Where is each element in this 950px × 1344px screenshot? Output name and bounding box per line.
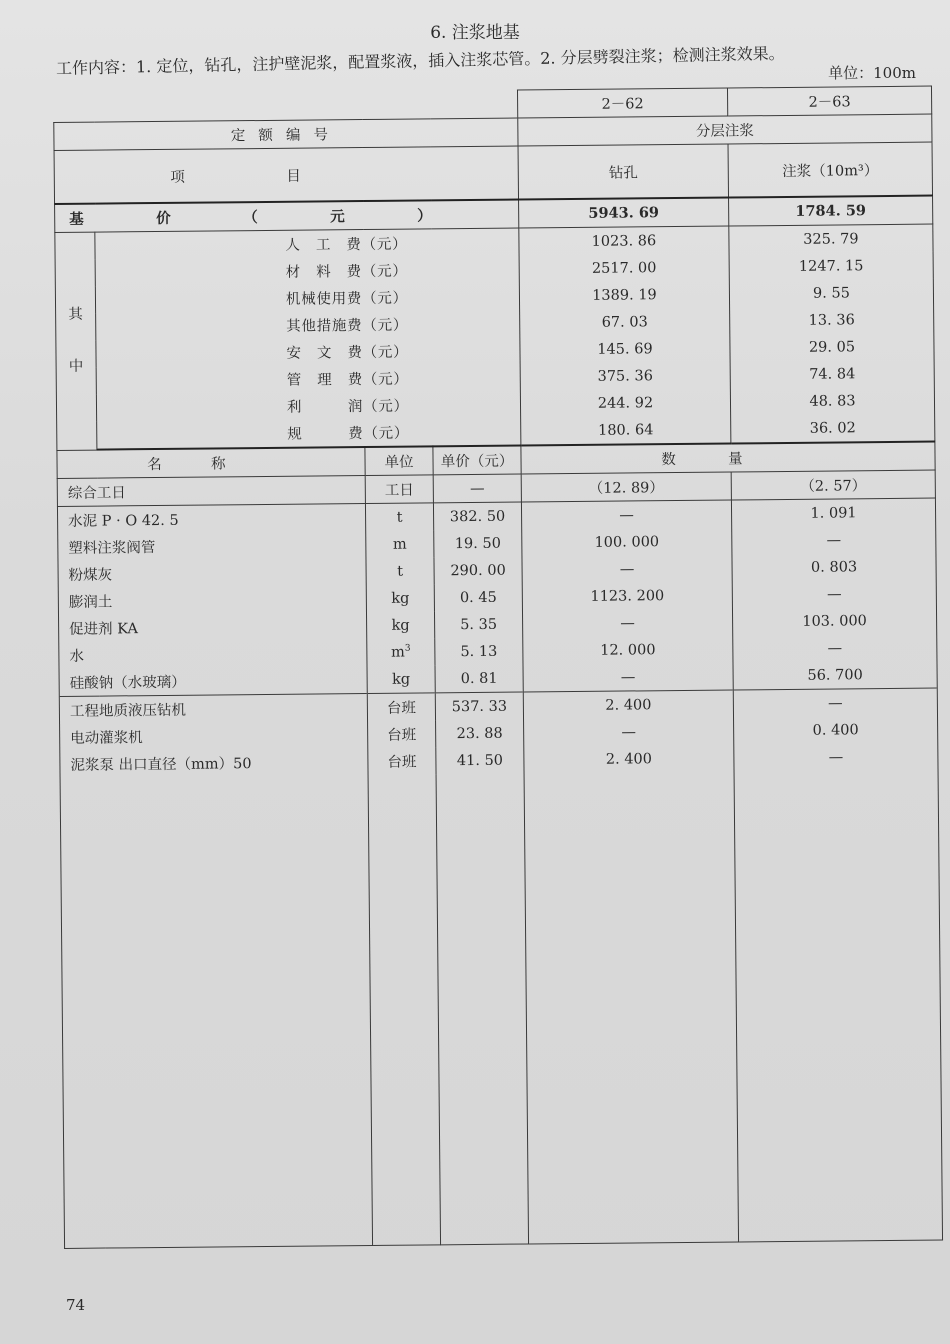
quantity-header: 数量 — [521, 442, 935, 474]
cost-value: 375. 36 — [520, 362, 730, 391]
resource-qty: — — [522, 609, 732, 638]
quota-table-wrapper — [53, 86, 943, 1312]
blank-cell — [368, 774, 441, 1245]
resource-unit: m — [366, 530, 434, 558]
resource-unit: kg — [366, 611, 434, 639]
resource-price: 5. 13 — [435, 638, 523, 666]
resource-name: 膨润土 — [58, 585, 366, 615]
resource-unit: 台班 — [368, 747, 436, 775]
resource-name: 电动灌浆机 — [60, 721, 368, 751]
cost-value: 2517. 00 — [519, 254, 729, 283]
resource-unit: t — [366, 557, 434, 585]
resource-unit: 工日 — [365, 475, 433, 504]
resource-name: 水 — [59, 639, 367, 669]
resource-qty: （12. 89） — [521, 472, 731, 502]
cost-label: 其他措施费（元） — [96, 310, 520, 341]
resource-name: 工程地质液压钻机 — [59, 694, 367, 724]
section-title: 6. 注浆地基 — [430, 23, 520, 43]
resource-qty: — — [524, 717, 734, 746]
resource-qty: — — [732, 526, 936, 555]
cost-label: 规 费（元） — [97, 418, 521, 450]
sub-header-drilling: 钻孔 — [518, 144, 729, 200]
cost-label: 利 润（元） — [96, 391, 520, 422]
cost-label: 材 料 费（元） — [95, 256, 519, 287]
resource-price: 41. 50 — [436, 747, 524, 775]
resource-name: 促进剂 KA — [59, 612, 367, 642]
resource-unit: t — [365, 503, 433, 531]
resource-name: 硅酸钠（水玻璃） — [59, 666, 367, 696]
resource-name: 塑料注浆阀管 — [58, 531, 366, 561]
resource-qty: 12. 000 — [523, 636, 733, 665]
group-header: 分层注浆 — [518, 114, 932, 146]
unit-header: 单位 — [365, 446, 433, 475]
cost-label: 安 文 费（元） — [96, 337, 520, 368]
resource-qty: 103. 000 — [732, 607, 936, 636]
resource-unit: 台班 — [368, 720, 436, 748]
resource-qty: 100. 000 — [522, 528, 732, 557]
cost-value: 145. 69 — [520, 335, 730, 364]
resource-price: 290. 00 — [434, 557, 522, 585]
cost-value: 48. 83 — [730, 387, 934, 416]
resource-price: 382. 50 — [433, 502, 521, 530]
blank-cell — [524, 771, 739, 1243]
resource-qty: 56. 700 — [733, 661, 937, 690]
resource-qty: — — [733, 634, 937, 663]
resource-qty: — — [732, 580, 936, 609]
base-price-label: 基价（元） — [55, 200, 519, 233]
resource-qty: — — [521, 500, 731, 530]
price-header: 单价（元） — [433, 446, 521, 475]
resource-qty: 0. 803 — [732, 553, 936, 582]
resource-qty: 1. 091 — [731, 498, 935, 527]
resource-qty: 2. 400 — [524, 744, 734, 773]
name-header: 名称 — [57, 447, 365, 478]
cost-value: 67. 03 — [520, 308, 730, 337]
code-col1: 2－62 — [517, 88, 727, 118]
resource-qty: — — [523, 662, 733, 692]
resource-price: 5. 35 — [434, 611, 522, 639]
cost-value: 325. 79 — [729, 224, 933, 253]
cost-value: 74. 84 — [730, 360, 934, 389]
resource-name: 综合工日 — [57, 476, 365, 507]
base-price-col1: 5943. 69 — [519, 198, 729, 229]
resource-unit: kg — [367, 665, 435, 693]
cost-value: 13. 36 — [730, 306, 934, 335]
quota-table — [53, 86, 943, 1249]
cost-label: 人 工 费（元） — [95, 228, 519, 260]
cost-value: 29. 05 — [730, 333, 934, 362]
resource-unit: $m^3$ — [367, 638, 435, 666]
resource-price: 19. 50 — [434, 530, 522, 558]
resource-price: 0. 81 — [435, 665, 523, 693]
cost-label: 管 理 费（元） — [96, 364, 520, 395]
resource-qty: 0. 400 — [734, 716, 938, 745]
resource-qty: — — [734, 743, 938, 772]
page-number: 74 — [66, 1296, 86, 1314]
resource-price: 23. 88 — [436, 720, 524, 748]
resource-unit: 台班 — [367, 693, 435, 721]
cost-value: 1389. 19 — [519, 281, 729, 310]
cost-value: 244. 92 — [520, 389, 730, 418]
resource-qty: 2. 400 — [523, 690, 733, 720]
cost-value: 1023. 86 — [519, 226, 729, 256]
item-header: 项目 — [54, 146, 518, 204]
blank-cell — [60, 775, 373, 1248]
base-price-col2: 1784. 59 — [729, 196, 933, 226]
resource-qty: （2. 57） — [731, 470, 935, 500]
blank-cell — [734, 770, 943, 1242]
cost-value: 1247. 15 — [729, 252, 933, 281]
resource-qty: 1123. 200 — [522, 582, 732, 611]
work-content: 工作内容：1. 定位，钻孔，注护壁泥浆，配置浆液，插入注浆芯管。2. 分层劈裂注浆；检测注浆效果。 — [55, 43, 785, 78]
among-label: 其 中 — [55, 232, 97, 450]
code-header: 定额编号 — [54, 118, 518, 150]
cost-label: 机械使用费（元） — [95, 283, 519, 314]
resource-qty: — — [733, 688, 937, 717]
cost-value: 180. 64 — [521, 416, 731, 446]
unit-label: 单位：100m — [828, 64, 916, 82]
resource-price: 0. 45 — [434, 584, 522, 612]
resource-name: 水泥 P · O 42. 5 — [57, 504, 365, 534]
resource-name: 粉煤灰 — [58, 558, 366, 588]
sub-header-grouting: 注浆（10m³） — [728, 142, 933, 197]
resource-unit: kg — [366, 584, 434, 612]
cost-value: 36. 02 — [731, 414, 935, 444]
blank-cell — [436, 774, 529, 1245]
resource-name: 泥浆泵 出口直径（mm）50 — [60, 748, 368, 778]
resource-price: 537. 33 — [435, 692, 523, 720]
cost-value: 9. 55 — [729, 279, 933, 308]
resource-price: — — [433, 474, 521, 503]
code-col2: 2－63 — [727, 86, 931, 116]
resource-qty: — — [522, 555, 732, 584]
